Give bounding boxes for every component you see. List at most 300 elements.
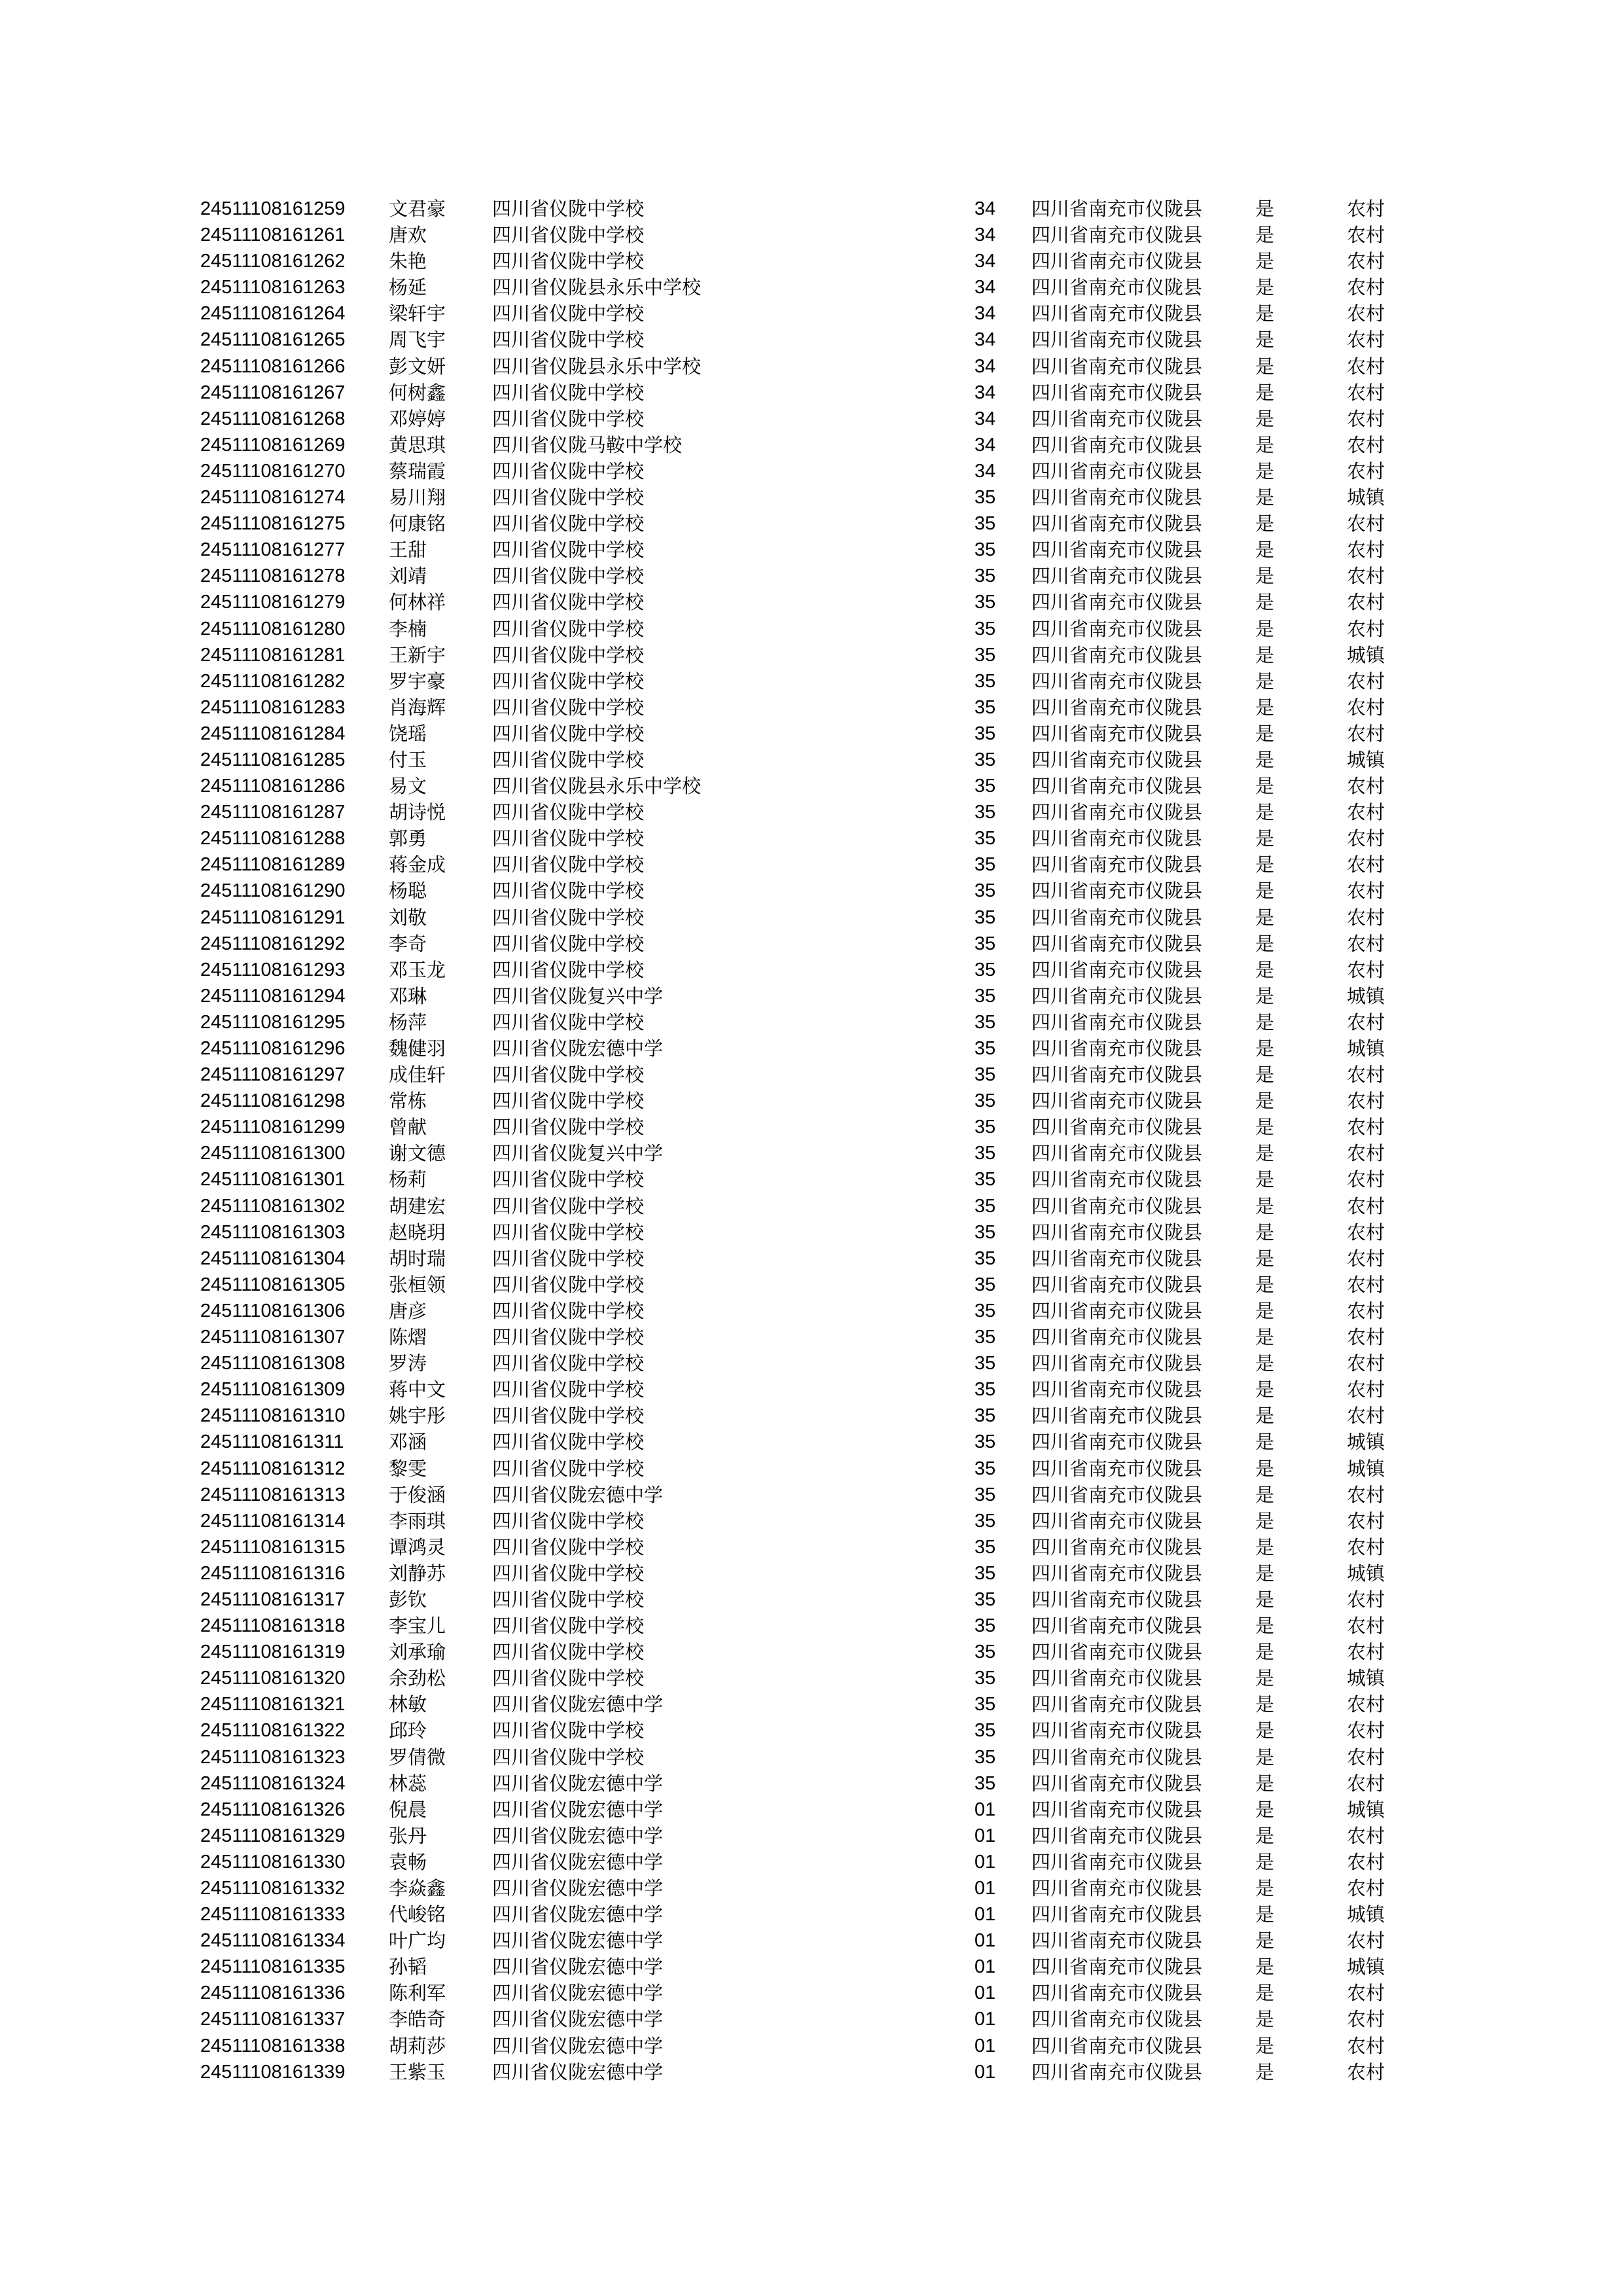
code-cell: 35 xyxy=(974,1117,996,1138)
school-name-cell: 四川省仪陇中学校 xyxy=(492,1405,645,1427)
student-name-cell: 陈熠 xyxy=(389,1326,427,1349)
flag-cell: 是 xyxy=(1255,2008,1275,2031)
student-name-cell: 唐彦 xyxy=(389,1299,427,1322)
address-cell: 四川省南充市仪陇县 xyxy=(1031,1903,1203,1926)
address-cell: 四川省南充市仪陇县 xyxy=(1031,1194,1203,1217)
school-name-cell: 四川省仪陇宏德中学 xyxy=(492,1693,664,1716)
table-row xyxy=(200,799,1444,825)
flag-cell: 是 xyxy=(1255,1247,1275,1270)
household-type-cell: 农村 xyxy=(1347,827,1385,850)
household-type-cell: 农村 xyxy=(1347,276,1385,299)
exam-number-cell: 24511108161279 xyxy=(200,592,346,613)
table-row xyxy=(200,852,1444,878)
exam-number-cell: 24511108161335 xyxy=(200,1956,346,1978)
flag-cell: 是 xyxy=(1255,1037,1275,1060)
table-row xyxy=(200,878,1444,904)
address-cell: 四川省南充市仪陇县 xyxy=(1031,486,1203,509)
flag-cell: 是 xyxy=(1255,643,1275,666)
code-cell: 34 xyxy=(974,303,996,325)
code-cell: 35 xyxy=(974,802,996,823)
exam-number-cell: 24511108161315 xyxy=(200,1536,346,1558)
address-cell: 四川省南充市仪陇县 xyxy=(1031,2008,1203,2031)
table-row xyxy=(200,1875,1444,1901)
table-row xyxy=(200,1534,1444,1560)
exam-number-cell: 24511108161316 xyxy=(200,1562,346,1584)
table-row xyxy=(200,694,1444,721)
address-cell: 四川省南充市仪陇县 xyxy=(1031,1535,1203,1558)
address-cell: 四川省南充市仪陇县 xyxy=(1031,932,1203,955)
household-type-cell: 城镇 xyxy=(1347,486,1385,509)
household-type-cell: 农村 xyxy=(1347,407,1385,430)
school-name-cell: 四川省仪陇宏德中学 xyxy=(492,1798,664,1821)
address-cell: 四川省南充市仪陇县 xyxy=(1031,1064,1203,1086)
school-name-cell: 四川省仪陇宏德中学 xyxy=(492,1824,664,1847)
table-row xyxy=(200,196,1444,222)
household-type-cell: 城镇 xyxy=(1347,1667,1385,1690)
student-name-cell: 罗宇豪 xyxy=(389,670,446,692)
code-cell: 35 xyxy=(974,1562,996,1584)
address-cell: 四川省南充市仪陇县 xyxy=(1031,565,1203,588)
student-name-cell: 曾献 xyxy=(389,1116,427,1139)
exam-number-cell: 24511108161311 xyxy=(200,1431,344,1453)
code-cell: 34 xyxy=(974,460,996,482)
exam-number-cell: 24511108161304 xyxy=(200,1247,346,1269)
student-name-cell: 胡时瑞 xyxy=(389,1247,446,1270)
student-name-cell: 何林祥 xyxy=(389,591,446,614)
household-type-cell: 农村 xyxy=(1347,1641,1385,1664)
student-name-cell: 谭鸿灵 xyxy=(389,1535,446,1558)
student-name-cell: 李宝儿 xyxy=(389,1615,446,1638)
exam-number-cell: 24511108161338 xyxy=(200,2035,346,2056)
student-name-cell: 于俊涵 xyxy=(389,1483,446,1506)
flag-cell: 是 xyxy=(1255,932,1275,955)
address-cell: 四川省南充市仪陇县 xyxy=(1031,591,1203,614)
address-cell: 四川省南充市仪陇县 xyxy=(1031,1615,1203,1638)
code-cell: 35 xyxy=(974,1641,996,1663)
exam-number-cell: 24511108161261 xyxy=(200,224,346,246)
flag-cell: 是 xyxy=(1255,224,1275,247)
exam-number-cell: 24511108161330 xyxy=(200,1851,346,1873)
address-cell: 四川省南充市仪陇县 xyxy=(1031,1011,1203,1033)
student-name-cell: 何树鑫 xyxy=(389,381,446,404)
table-row xyxy=(200,668,1444,694)
code-cell: 35 xyxy=(974,487,996,509)
flag-cell: 是 xyxy=(1255,827,1275,850)
address-cell: 四川省南充市仪陇县 xyxy=(1031,1667,1203,1690)
address-cell: 四川省南充市仪陇县 xyxy=(1031,1850,1203,1873)
school-name-cell: 四川省仪陇宏德中学 xyxy=(492,1982,664,2005)
household-type-cell: 农村 xyxy=(1347,1850,1385,1873)
household-type-cell: 农村 xyxy=(1347,1824,1385,1847)
school-name-cell: 四川省仪陇中学校 xyxy=(492,617,645,640)
school-name-cell: 四川省仪陇中学校 xyxy=(492,486,645,509)
flag-cell: 是 xyxy=(1255,1562,1275,1585)
household-type-cell: 农村 xyxy=(1347,1746,1385,1768)
student-name-cell: 赵晓玥 xyxy=(389,1221,446,1244)
address-cell: 四川省南充市仪陇县 xyxy=(1031,1090,1203,1113)
exam-number-cell: 24511108161283 xyxy=(200,696,346,718)
exam-number-cell: 24511108161291 xyxy=(200,906,346,928)
school-name-cell: 四川省仪陇县永乐中学校 xyxy=(492,775,702,798)
household-type-cell: 农村 xyxy=(1347,512,1385,535)
student-name-cell: 邓琳 xyxy=(389,984,427,1007)
address-cell: 四川省南充市仪陇县 xyxy=(1031,775,1203,798)
code-cell: 35 xyxy=(974,776,996,797)
household-type-cell: 农村 xyxy=(1347,1142,1385,1165)
exam-number-cell: 24511108161333 xyxy=(200,1904,346,1926)
address-cell: 四川省南充市仪陇县 xyxy=(1031,696,1203,719)
school-name-cell: 四川省仪陇中学校 xyxy=(492,1064,645,1086)
school-name-cell: 四川省仪陇中学校 xyxy=(492,1431,645,1454)
address-cell: 四川省南充市仪陇县 xyxy=(1031,722,1203,745)
address-cell: 四川省南充市仪陇县 xyxy=(1031,1326,1203,1349)
household-type-cell: 农村 xyxy=(1347,1090,1385,1113)
household-type-cell: 农村 xyxy=(1347,1116,1385,1139)
code-cell: 34 xyxy=(974,277,996,298)
address-cell: 四川省南充市仪陇县 xyxy=(1031,1746,1203,1768)
student-name-cell: 谢文德 xyxy=(389,1142,446,1165)
code-cell: 35 xyxy=(974,1274,996,1295)
school-name-cell: 四川省仪陇中学校 xyxy=(492,1221,645,1244)
flag-cell: 是 xyxy=(1255,1693,1275,1716)
household-type-cell: 农村 xyxy=(1347,1693,1385,1716)
household-type-cell: 农村 xyxy=(1347,1168,1385,1191)
student-name-cell: 邱玲 xyxy=(389,1719,427,1742)
student-name-cell: 李雨琪 xyxy=(389,1509,446,1532)
address-cell: 四川省南充市仪陇县 xyxy=(1031,1378,1203,1401)
table-row xyxy=(200,905,1444,931)
school-name-cell: 四川省仪陇宏德中学 xyxy=(492,2008,664,2031)
flag-cell: 是 xyxy=(1255,1194,1275,1217)
address-cell: 四川省南充市仪陇县 xyxy=(1031,1509,1203,1532)
exam-number-cell: 24511108161317 xyxy=(200,1588,346,1610)
school-name-cell: 四川省仪陇中学校 xyxy=(492,1247,645,1270)
address-cell: 四川省南充市仪陇县 xyxy=(1031,748,1203,771)
table-row xyxy=(200,1954,1444,1980)
code-cell: 01 xyxy=(974,1930,996,1952)
household-type-cell: 农村 xyxy=(1347,1588,1385,1611)
school-name-cell: 四川省仪陇中学校 xyxy=(492,1562,645,1585)
address-cell: 四川省南充市仪陇县 xyxy=(1031,355,1203,378)
exam-number-cell: 24511108161334 xyxy=(200,1930,346,1952)
table-row xyxy=(200,589,1444,615)
school-name-cell: 四川省仪陇中学校 xyxy=(492,1509,645,1532)
address-cell: 四川省南充市仪陇县 xyxy=(1031,381,1203,404)
address-cell: 四川省南充市仪陇县 xyxy=(1031,329,1203,351)
household-type-cell: 城镇 xyxy=(1347,643,1385,666)
household-type-cell: 农村 xyxy=(1347,853,1385,876)
code-cell: 35 xyxy=(974,513,996,535)
address-cell: 四川省南充市仪陇县 xyxy=(1031,2060,1203,2083)
table-row xyxy=(200,1665,1444,1691)
school-name-cell: 四川省仪陇中学校 xyxy=(492,1326,645,1349)
address-cell: 四川省南充市仪陇县 xyxy=(1031,1693,1203,1716)
table-row xyxy=(200,1901,1444,1928)
school-name-cell: 四川省仪陇中学校 xyxy=(492,198,645,220)
code-cell: 35 xyxy=(974,644,996,666)
student-name-cell: 邓婷婷 xyxy=(389,407,446,430)
flag-cell: 是 xyxy=(1255,1509,1275,1532)
table-row xyxy=(200,825,1444,852)
flag-cell: 是 xyxy=(1255,775,1275,798)
code-cell: 35 xyxy=(974,670,996,692)
school-name-cell: 四川省仪陇中学校 xyxy=(492,1535,645,1558)
table-row xyxy=(200,1062,1444,1088)
exam-number-cell: 24511108161332 xyxy=(200,1878,346,1899)
household-type-cell: 农村 xyxy=(1347,1509,1385,1532)
school-name-cell: 四川省仪陇中学校 xyxy=(492,1168,645,1191)
code-cell: 35 xyxy=(974,828,996,850)
code-cell: 35 xyxy=(974,1353,996,1374)
exam-number-cell: 24511108161322 xyxy=(200,1720,346,1742)
school-name-cell: 四川省仪陇宏德中学 xyxy=(492,1877,664,1899)
code-cell: 35 xyxy=(974,1431,996,1453)
code-cell: 35 xyxy=(974,1536,996,1558)
table-row xyxy=(200,484,1444,511)
student-name-cell: 邓玉龙 xyxy=(389,958,446,981)
code-cell: 35 xyxy=(974,1090,996,1112)
code-cell: 35 xyxy=(974,1772,996,1794)
code-cell: 35 xyxy=(974,880,996,902)
flag-cell: 是 xyxy=(1255,381,1275,404)
student-name-cell: 周飞宇 xyxy=(389,329,446,351)
flag-cell: 是 xyxy=(1255,1326,1275,1349)
student-name-cell: 代峻铭 xyxy=(389,1903,446,1926)
table-row xyxy=(200,1140,1444,1166)
table-row xyxy=(200,406,1444,432)
exam-number-cell: 24511108161307 xyxy=(200,1327,346,1348)
flag-cell: 是 xyxy=(1255,1746,1275,1768)
student-name-cell: 胡建宏 xyxy=(389,1194,446,1217)
flag-cell: 是 xyxy=(1255,1221,1275,1244)
code-cell: 35 xyxy=(974,592,996,613)
exam-number-cell: 24511108161274 xyxy=(200,487,346,509)
school-name-cell: 四川省仪陇中学校 xyxy=(492,591,645,614)
table-row xyxy=(200,300,1444,327)
exam-number-cell: 24511108161300 xyxy=(200,1143,346,1164)
school-name-cell: 四川省仪陇宏德中学 xyxy=(492,1903,664,1926)
household-type-cell: 农村 xyxy=(1347,355,1385,378)
student-name-cell: 张桓领 xyxy=(389,1273,446,1296)
address-cell: 四川省南充市仪陇县 xyxy=(1031,1405,1203,1427)
table-row xyxy=(200,1272,1444,1298)
table-row xyxy=(200,458,1444,484)
exam-number-cell: 24511108161266 xyxy=(200,355,346,377)
student-name-cell: 彭钦 xyxy=(389,1588,427,1611)
exam-number-cell: 24511108161269 xyxy=(200,434,346,456)
table-row xyxy=(200,1035,1444,1062)
school-name-cell: 四川省仪陇中学校 xyxy=(492,670,645,692)
table-row xyxy=(200,1482,1444,1508)
flag-cell: 是 xyxy=(1255,2060,1275,2083)
table-row xyxy=(200,1456,1444,1482)
code-cell: 35 xyxy=(974,565,996,587)
household-type-cell: 城镇 xyxy=(1347,1956,1385,1979)
flag-cell: 是 xyxy=(1255,1535,1275,1558)
school-name-cell: 四川省仪陇中学校 xyxy=(492,407,645,430)
table-row xyxy=(200,616,1444,642)
flag-cell: 是 xyxy=(1255,1457,1275,1480)
school-name-cell: 四川省仪陇中学校 xyxy=(492,880,645,903)
code-cell: 35 xyxy=(974,906,996,928)
school-name-cell: 四川省仪陇宏德中学 xyxy=(492,1929,664,1952)
table-row xyxy=(200,1770,1444,1797)
table-row xyxy=(200,1114,1444,1140)
exam-number-cell: 24511108161275 xyxy=(200,513,346,535)
address-cell: 四川省南充市仪陇县 xyxy=(1031,2034,1203,2057)
household-type-cell: 农村 xyxy=(1347,459,1385,482)
school-name-cell: 四川省仪陇中学校 xyxy=(492,906,645,929)
address-cell: 四川省南充市仪陇县 xyxy=(1031,1956,1203,1979)
student-name-cell: 王新宇 xyxy=(389,643,446,666)
student-name-cell: 蔡瑞霞 xyxy=(389,459,446,482)
household-type-cell: 农村 xyxy=(1347,1247,1385,1270)
student-name-cell: 胡莉莎 xyxy=(389,2034,446,2057)
exam-number-cell: 24511108161268 xyxy=(200,408,346,429)
exam-number-cell: 24511108161259 xyxy=(200,198,346,219)
student-name-cell: 袁畅 xyxy=(389,1850,427,1873)
household-type-cell: 农村 xyxy=(1347,801,1385,824)
student-name-cell: 杨延 xyxy=(389,276,427,299)
address-cell: 四川省南充市仪陇县 xyxy=(1031,1457,1203,1480)
flag-cell: 是 xyxy=(1255,1168,1275,1191)
school-name-cell: 四川省仪陇中学校 xyxy=(492,302,645,325)
code-cell: 35 xyxy=(974,985,996,1007)
code-cell: 35 xyxy=(974,1064,996,1086)
school-name-cell: 四川省仪陇中学校 xyxy=(492,748,645,771)
school-name-cell: 四川省仪陇宏德中学 xyxy=(492,2060,664,2083)
household-type-cell: 农村 xyxy=(1347,433,1385,456)
student-name-cell: 黄思琪 xyxy=(389,433,446,456)
school-name-cell: 四川省仪陇中学校 xyxy=(492,459,645,482)
table-row xyxy=(200,537,1444,563)
flag-cell: 是 xyxy=(1255,748,1275,771)
table-row xyxy=(200,1166,1444,1193)
flag-cell: 是 xyxy=(1255,1588,1275,1611)
table-row xyxy=(200,957,1444,983)
exam-number-cell: 24511108161301 xyxy=(200,1169,346,1191)
student-name-cell: 罗倩微 xyxy=(389,1746,446,1768)
address-cell: 四川省南充市仪陇县 xyxy=(1031,1719,1203,1742)
address-cell: 四川省南充市仪陇县 xyxy=(1031,1299,1203,1322)
flag-cell: 是 xyxy=(1255,696,1275,719)
address-cell: 四川省南充市仪陇县 xyxy=(1031,958,1203,981)
school-name-cell: 四川省仪陇中学校 xyxy=(492,1194,645,1217)
table-row xyxy=(200,380,1444,406)
household-type-cell: 农村 xyxy=(1347,2060,1385,2083)
code-cell: 34 xyxy=(974,408,996,429)
flag-cell: 是 xyxy=(1255,1299,1275,1322)
household-type-cell: 农村 xyxy=(1347,302,1385,325)
flag-cell: 是 xyxy=(1255,984,1275,1007)
student-name-cell: 刘承瑜 xyxy=(389,1641,446,1664)
flag-cell: 是 xyxy=(1255,1850,1275,1873)
code-cell: 34 xyxy=(974,434,996,456)
household-type-cell: 农村 xyxy=(1347,1273,1385,1296)
table-row xyxy=(200,721,1444,747)
table-row xyxy=(200,2033,1444,2059)
code-cell: 35 xyxy=(974,1694,996,1715)
flag-cell: 是 xyxy=(1255,958,1275,981)
school-name-cell: 四川省仪陇马鞍中学校 xyxy=(492,433,683,456)
address-cell: 四川省南充市仪陇县 xyxy=(1031,1929,1203,1952)
table-row xyxy=(200,642,1444,668)
school-name-cell: 四川省仪陇中学校 xyxy=(492,958,645,981)
exam-number-cell: 24511108161285 xyxy=(200,749,346,770)
school-name-cell: 四川省仪陇中学校 xyxy=(492,224,645,247)
code-cell: 35 xyxy=(974,1247,996,1269)
flag-cell: 是 xyxy=(1255,1956,1275,1979)
exam-number-cell: 24511108161270 xyxy=(200,460,346,482)
flag-cell: 是 xyxy=(1255,1667,1275,1690)
school-name-cell: 四川省仪陇中学校 xyxy=(492,565,645,588)
address-cell: 四川省南充市仪陇县 xyxy=(1031,1273,1203,1296)
table-row xyxy=(200,931,1444,957)
flag-cell: 是 xyxy=(1255,722,1275,745)
address-cell: 四川省南充市仪陇县 xyxy=(1031,1221,1203,1244)
code-cell: 35 xyxy=(974,1405,996,1427)
flag-cell: 是 xyxy=(1255,1378,1275,1401)
table-row xyxy=(200,1193,1444,1219)
exam-number-cell: 24511108161280 xyxy=(200,618,346,639)
address-cell: 四川省南充市仪陇县 xyxy=(1031,801,1203,824)
exam-number-cell: 24511108161314 xyxy=(200,1510,346,1532)
household-type-cell: 农村 xyxy=(1347,906,1385,929)
table-row xyxy=(200,983,1444,1009)
flag-cell: 是 xyxy=(1255,198,1275,220)
address-cell: 四川省南充市仪陇县 xyxy=(1031,459,1203,482)
table-row xyxy=(200,1324,1444,1350)
code-cell: 34 xyxy=(974,355,996,377)
student-name-cell: 蒋金成 xyxy=(389,853,446,876)
student-name-cell: 彭文妍 xyxy=(389,355,446,378)
exam-number-cell: 24511108161296 xyxy=(200,1038,346,1059)
code-cell: 35 xyxy=(974,1143,996,1164)
table-row xyxy=(200,1376,1444,1403)
exam-number-cell: 24511108161302 xyxy=(200,1195,346,1217)
flag-cell: 是 xyxy=(1255,512,1275,535)
flag-cell: 是 xyxy=(1255,1090,1275,1113)
exam-number-cell: 24511108161324 xyxy=(200,1772,346,1794)
code-cell: 35 xyxy=(974,618,996,639)
table-row xyxy=(200,432,1444,458)
school-name-cell: 四川省仪陇宏德中学 xyxy=(492,1772,664,1795)
table-row xyxy=(200,1744,1444,1770)
school-name-cell: 四川省仪陇中学校 xyxy=(492,1746,645,1768)
table-row xyxy=(200,1797,1444,1823)
table-row xyxy=(200,2006,1444,2032)
flag-cell: 是 xyxy=(1255,276,1275,299)
exam-number-cell: 24511108161267 xyxy=(200,382,346,403)
household-type-cell: 城镇 xyxy=(1347,1457,1385,1480)
table-row xyxy=(200,1088,1444,1114)
flag-cell: 是 xyxy=(1255,1405,1275,1427)
code-cell: 01 xyxy=(974,1825,996,1846)
student-name-cell: 何康铭 xyxy=(389,512,446,535)
student-name-cell: 胡诗悦 xyxy=(389,801,446,824)
school-name-cell: 四川省仪陇复兴中学 xyxy=(492,1142,664,1165)
student-name-cell: 余劲松 xyxy=(389,1667,446,1690)
address-cell: 四川省南充市仪陇县 xyxy=(1031,407,1203,430)
student-name-cell: 姚宇彤 xyxy=(389,1405,446,1427)
address-cell: 四川省南充市仪陇县 xyxy=(1031,250,1203,273)
student-name-cell: 李焱鑫 xyxy=(389,1877,446,1899)
school-name-cell: 四川省仪陇中学校 xyxy=(492,643,645,666)
table-row xyxy=(200,1350,1444,1376)
address-cell: 四川省南充市仪陇县 xyxy=(1031,1798,1203,1821)
household-type-cell: 农村 xyxy=(1347,250,1385,273)
school-name-cell: 四川省仪陇复兴中学 xyxy=(492,984,664,1007)
